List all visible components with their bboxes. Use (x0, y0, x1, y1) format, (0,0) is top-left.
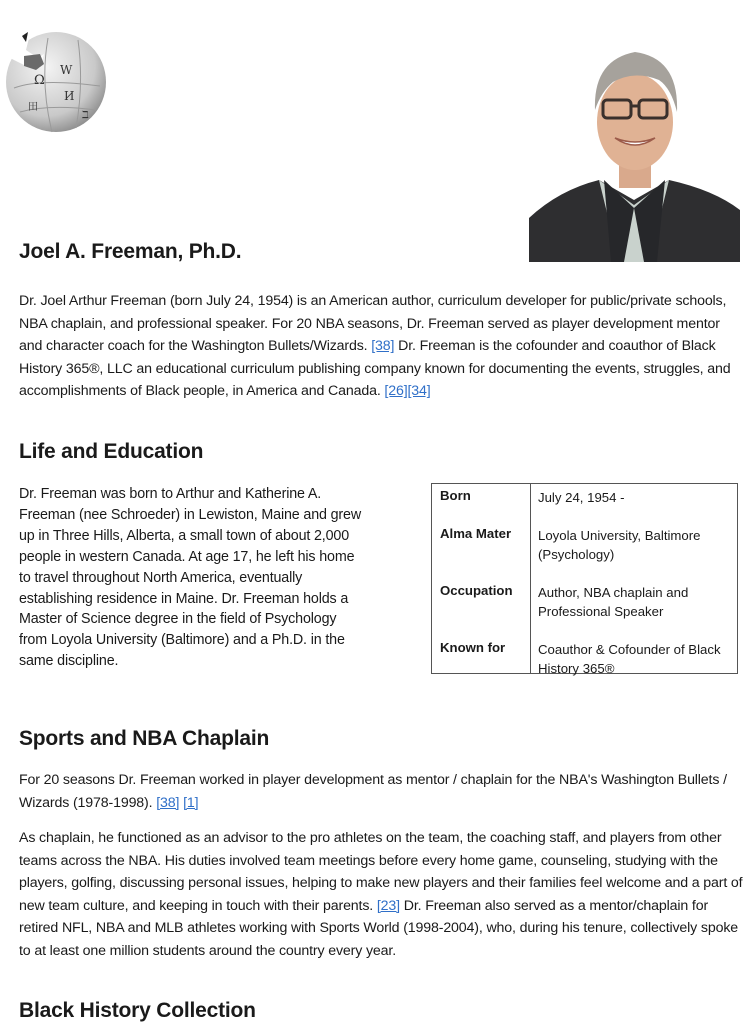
citation-link-34[interactable]: [34] (407, 383, 431, 400)
sports-text-2a: As chaplain, he functioned as an advisor to the pro athletes on the team, the coaching staff, and players from other teams across the NBA. His duties involved team meetings before every home game, counseling, studying with the players, golfing, discussing personal issues, helping to make new players and their families feel welcome and a part of new team culture, and keeping in touch with their parents. (19, 830, 743, 914)
infobox-value: July 24, 1954 - (538, 490, 625, 505)
intro-paragraph (19, 290, 744, 403)
svg-text:И: И (64, 89, 75, 103)
citation-link-1[interactable]: [1] (183, 794, 199, 811)
citation-link-38[interactable]: [38] (371, 338, 395, 355)
infobox-column-divider (530, 484, 531, 673)
citation-link-26[interactable]: [26] (384, 383, 408, 400)
citation-link-38[interactable]: [38] (156, 794, 180, 811)
infobox-label: Known for (440, 640, 506, 655)
infobox-value: Coauthor & Cofounder of Black History 365® (538, 642, 721, 676)
svg-text:Ω: Ω (34, 73, 45, 88)
life-education-paragraph: Dr. Freeman was born to Arthur and Katherine A. Freeman (nee Schroeder) in Lewiston, Maine and grew up in Three Hills, Alberta, a small town of about 2,000 people in western Canada. At age 17, he left his home to travel throughout North America, eventually establishing residence in Maine. Dr. Freeman holds a Master of Science degree in the field of Psychology from Loyola University (Baltimore) and a Ph.D. in the same discipline. (19, 486, 362, 670)
page-title: Joel A. Freeman, Ph.D. (19, 240, 242, 263)
sports-paragraph-1 (19, 769, 744, 814)
svg-text:W: W (60, 63, 73, 77)
intro-text-2: Dr. Freeman is the cofounder and coauthor of Black History 365®, LLC an educational curriculum publishing company known for documenting the events, struggles, and accomplishments of Black people, in America and Canada. (19, 338, 731, 400)
svg-text:ℶ: ℶ (82, 110, 89, 121)
portrait-photo (529, 40, 740, 262)
sports-text-1: For 20 seasons Dr. Freeman worked in player development as mentor / chaplain for the NBA's Washington Bullets / Wizards (1978-1998). (19, 772, 727, 811)
infobox-table (431, 483, 738, 674)
infobox-label: Occupation (440, 583, 513, 598)
sports-paragraph-2 (19, 827, 744, 963)
infobox-value: Author, NBA chaplain and Professional Speaker (538, 585, 689, 619)
sports-text-2b: Dr. Freeman also served as a mentor/chaplain for retired NFL, NBA and MLB athletes working with Sports World (1998-2004), who, during his tenure, collectively spoke to at least one million students around the country every year. (19, 897, 739, 959)
wikipedia-globe-icon (0, 28, 108, 138)
infobox-label: Born (440, 488, 471, 503)
citation-link-23[interactable]: [23] (376, 897, 400, 914)
section-heading-sports-nba: Sports and NBA Chaplain (19, 727, 270, 750)
section-heading-life-education: Life and Education (19, 440, 204, 463)
section-heading-black-history: Black History Collection (19, 999, 256, 1022)
svg-text:田: 田 (28, 102, 38, 113)
intro-text-1: Dr. Joel Arthur Freeman (born July 24, 1954) is an American author, curriculum developer for public/private schools, NBA chaplain, and professional speaker. For 20 NBA seasons, Dr. Freeman served as player development mentor and character coach for the Washington Bullets/Wizards. (19, 293, 727, 355)
infobox-label: Alma Mater (440, 526, 512, 541)
infobox-value: Loyola University, Baltimore (Psychology) (538, 528, 701, 562)
